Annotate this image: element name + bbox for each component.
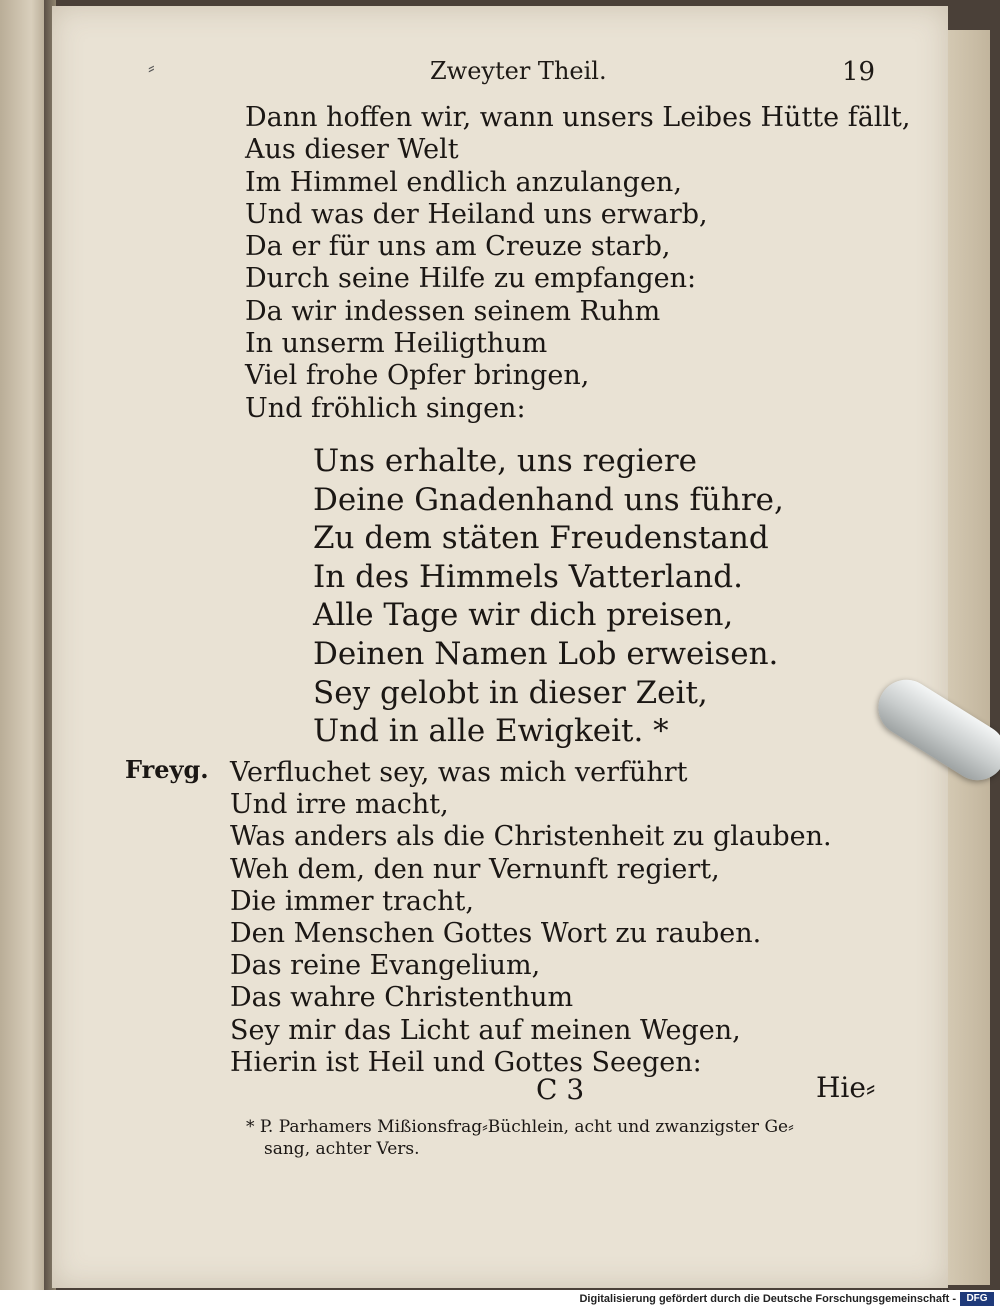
footnote xyxy=(246,1116,794,1160)
refrain-line: Deine Gnadenhand uns führe, xyxy=(313,481,784,518)
header-mark: ⸗ xyxy=(148,55,155,79)
refrain-line: Deinen Namen Lob erweisen. xyxy=(313,635,779,672)
verse-line: Da wir indessen seinem Ruhm xyxy=(245,295,661,327)
speaker-label: Freyg. xyxy=(125,755,209,784)
verse-line: Und fröhlich singen: xyxy=(245,392,526,424)
verse-line: Weh dem, den nur Vernunft regiert, xyxy=(230,853,720,885)
footnote-line: * P. Parhamers Mißionsfrag⸗Büchlein, acht und zwanzigster Ge⸗ xyxy=(246,1117,794,1137)
refrain-line: Sey gelobt in dieser Zeit, xyxy=(313,674,708,711)
funding-credit: Digitalisierung gefördert durch die Deutsche Forschungsgemeinschaft - xyxy=(579,1293,956,1305)
refrain-line: Alle Tage wir dich preisen, xyxy=(313,597,734,634)
verse-line: Im Himmel endlich anzulangen, xyxy=(245,166,682,198)
verse-line: Verfluchet sey, was mich verführt xyxy=(230,757,688,788)
verse-line: Hierin ist Heil und Gottes Seegen: xyxy=(230,1046,702,1078)
dfg-logo: DFG xyxy=(960,1292,994,1306)
verse-line: Viel frohe Opfer bringen, xyxy=(245,360,590,392)
refrain-line: Uns erhalte, uns regiere xyxy=(313,443,698,479)
refrain-line: In des Himmels Vatterland. xyxy=(313,558,743,595)
running-title: Zweyter Theil. xyxy=(430,57,607,85)
signature-mark: C 3 xyxy=(536,1073,585,1106)
verse-line: Dann hoffen wir, wann unsers Leibes Hütte fällt, xyxy=(245,102,911,133)
verse-2 xyxy=(230,757,832,1079)
verse-line: Da er für uns am Creuze starb, xyxy=(245,231,671,263)
verse-line: Den Menschen Gottes Wort zu rauben. xyxy=(230,918,762,950)
verse-line: Und irre macht, xyxy=(230,789,449,821)
digitization-footer xyxy=(0,1290,1000,1310)
refrain xyxy=(313,442,784,751)
refrain-line: Zu dem stäten Freudenstand xyxy=(313,520,769,557)
verse-line: Und was der Heiland uns erwarb, xyxy=(245,198,708,230)
footnote-line: sang, achter Vers. xyxy=(264,1139,420,1159)
verse-line: Was anders als die Christenheit zu glauben. xyxy=(230,821,832,853)
running-header xyxy=(60,55,940,91)
verse-1 xyxy=(245,102,911,425)
refrain-line: Und in alle Ewigkeit. * xyxy=(313,713,669,750)
verse-line: Sey mir das Licht auf meinen Wegen, xyxy=(230,1014,741,1046)
verse-line: Durch seine Hilfe zu empfangen: xyxy=(245,263,697,295)
verse-line: Das reine Evangelium, xyxy=(230,950,541,982)
verse-line: Die immer tracht, xyxy=(230,885,474,917)
verse-line: Das wahre Christenthum xyxy=(230,982,574,1014)
catchword: Hie⸗ xyxy=(816,1071,876,1104)
page-number: 19 xyxy=(842,57,876,87)
verse-line: In unserm Heiligthum xyxy=(245,328,548,360)
verse-line: Aus dieser Welt xyxy=(245,134,459,166)
